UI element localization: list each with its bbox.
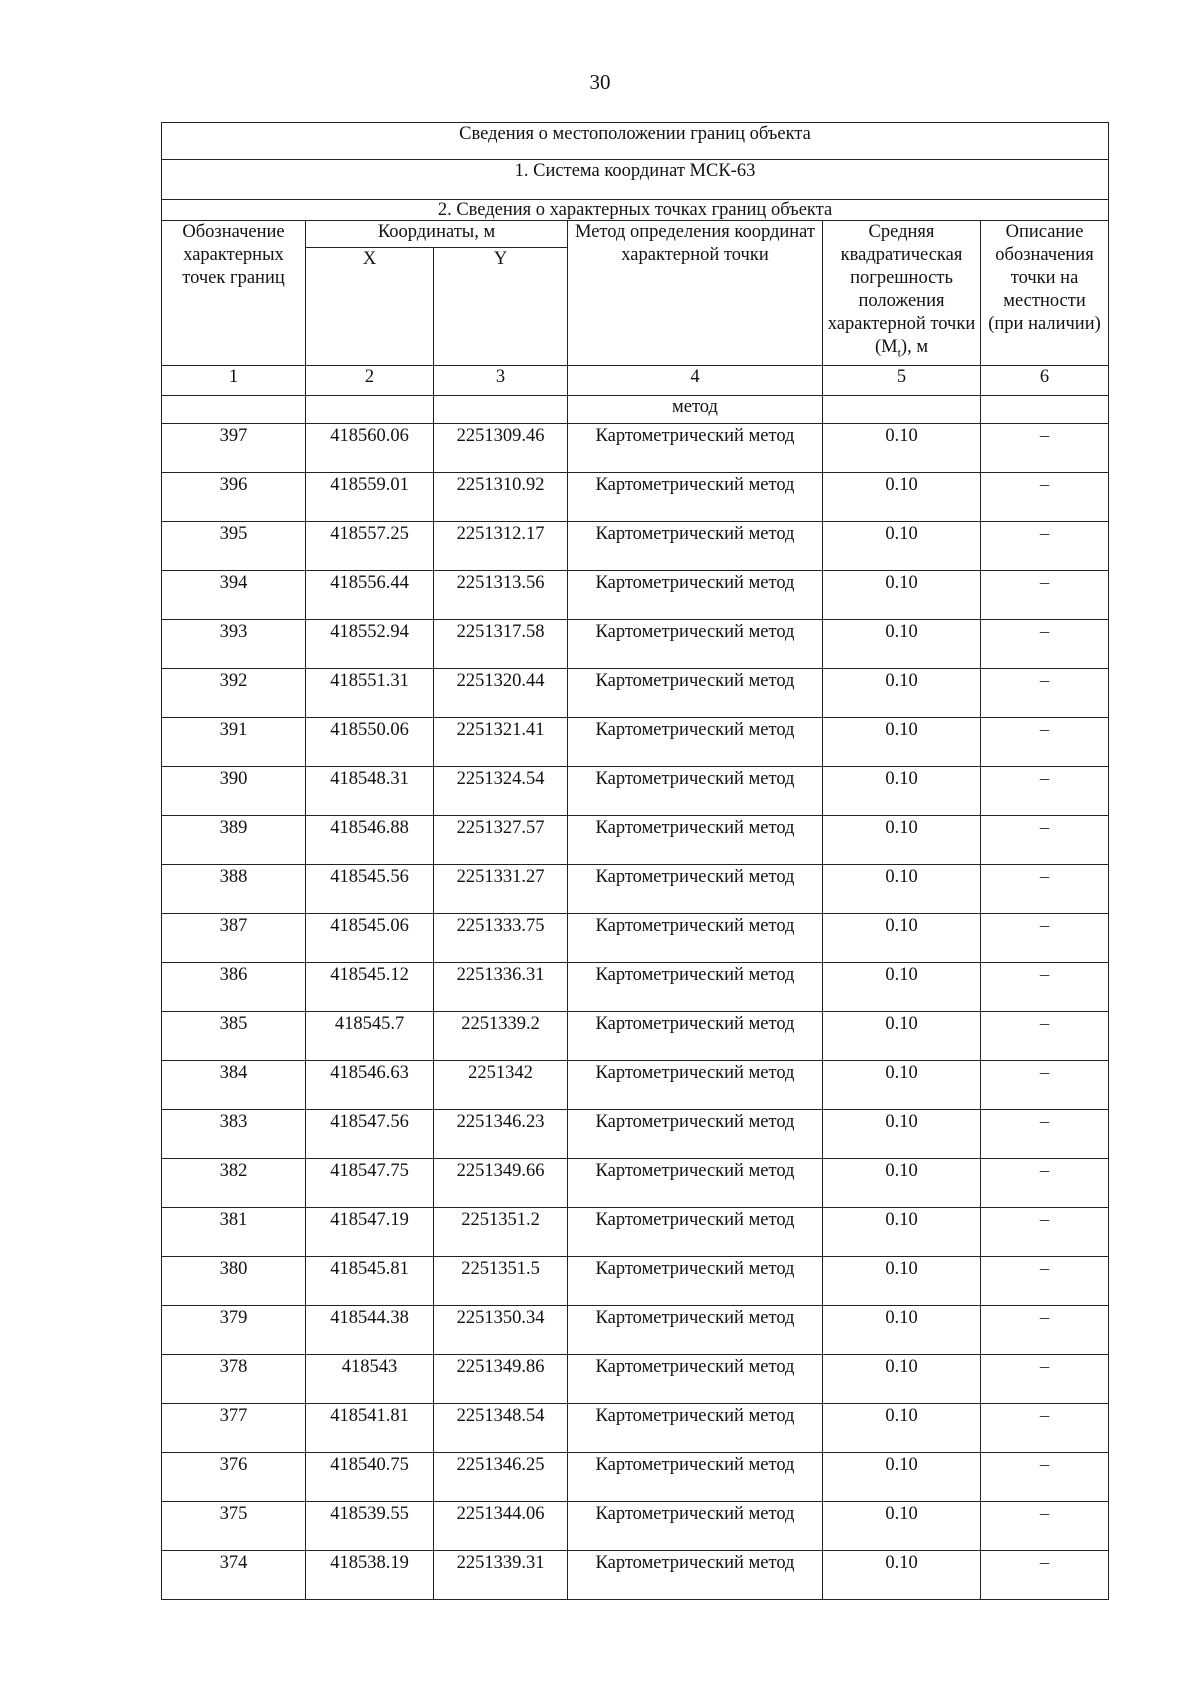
point-designation: 383 <box>162 1109 306 1158</box>
point-designation: 394 <box>162 570 306 619</box>
method-cell: Картометрический метод <box>568 1550 823 1599</box>
mean-error: 0.10 <box>823 1011 981 1060</box>
table-row <box>162 423 1109 472</box>
table-row <box>162 521 1109 570</box>
mean-error: 0.10 <box>823 521 981 570</box>
method-cell: Картометрический метод <box>568 1452 823 1501</box>
coordinate-x: 418546.63 <box>306 1060 434 1109</box>
mean-error: 0.10 <box>823 423 981 472</box>
coordinate-x: 418545.56 <box>306 864 434 913</box>
continuation-cell <box>306 395 434 423</box>
method-cell: Картометрический метод <box>568 570 823 619</box>
mean-error: 0.10 <box>823 570 981 619</box>
point-designation: 396 <box>162 472 306 521</box>
table-row <box>162 1109 1109 1158</box>
description-cell: – <box>981 1109 1109 1158</box>
coordinate-x: 418543 <box>306 1354 434 1403</box>
table-row <box>162 1403 1109 1452</box>
table-row <box>162 1256 1109 1305</box>
mean-error: 0.10 <box>823 1452 981 1501</box>
column-number: 6 <box>981 365 1109 395</box>
coordinate-x: 418545.06 <box>306 913 434 962</box>
point-designation: 386 <box>162 962 306 1011</box>
table-row <box>162 913 1109 962</box>
method-cell: Картометрический метод <box>568 423 823 472</box>
header-mean-error-text: Средняя квадратическая погрешность положения характерной точки (M <box>827 222 976 357</box>
table-row <box>162 766 1109 815</box>
coordinate-y: 2251331.27 <box>434 864 568 913</box>
coordinate-x: 418540.75 <box>306 1452 434 1501</box>
point-designation: 393 <box>162 619 306 668</box>
table-row <box>162 1207 1109 1256</box>
description-cell: – <box>981 1550 1109 1599</box>
point-designation: 390 <box>162 766 306 815</box>
description-cell: – <box>981 423 1109 472</box>
page-number: 30 <box>589 70 611 94</box>
coordinate-x: 418548.31 <box>306 766 434 815</box>
point-designation: 382 <box>162 1158 306 1207</box>
mean-error: 0.10 <box>823 472 981 521</box>
point-designation: 376 <box>162 1452 306 1501</box>
table-row <box>162 1354 1109 1403</box>
mean-error: 0.10 <box>823 1158 981 1207</box>
coordinate-y: 2251350.34 <box>434 1305 568 1354</box>
table-row <box>162 570 1109 619</box>
coordinate-y: 2251310.92 <box>434 472 568 521</box>
coordinate-x: 418547.19 <box>306 1207 434 1256</box>
point-designation: 391 <box>162 717 306 766</box>
coordinate-y: 2251339.2 <box>434 1011 568 1060</box>
description-cell: – <box>981 962 1109 1011</box>
method-cell: Картометрический метод <box>568 619 823 668</box>
coordinate-x: 418556.44 <box>306 570 434 619</box>
coordinate-x: 418544.38 <box>306 1305 434 1354</box>
coordinate-x: 418541.81 <box>306 1403 434 1452</box>
method-cell: Картометрический метод <box>568 1158 823 1207</box>
coordinate-y: 2251324.54 <box>434 766 568 815</box>
point-designation: 388 <box>162 864 306 913</box>
continuation-row <box>162 395 1109 423</box>
column-number: 3 <box>434 365 568 395</box>
method-cell: Картометрический метод <box>568 1207 823 1256</box>
section-heading-row <box>162 200 1109 221</box>
description-cell: – <box>981 1011 1109 1060</box>
coordinate-y: 2251321.41 <box>434 717 568 766</box>
description-cell: – <box>981 864 1109 913</box>
table-row <box>162 668 1109 717</box>
mean-error: 0.10 <box>823 619 981 668</box>
coordinate-system: 1. Система координат МСК-63 <box>162 160 1109 200</box>
header-description: Описание обозначения точки на местности (при наличии) <box>981 221 1109 366</box>
header-mean-error <box>823 221 981 366</box>
description-cell: – <box>981 1354 1109 1403</box>
method-cell: Картометрический метод <box>568 1501 823 1550</box>
method-cell: Картометрический метод <box>568 717 823 766</box>
mean-error: 0.10 <box>823 766 981 815</box>
continuation-cell <box>981 395 1109 423</box>
table-row <box>162 1011 1109 1060</box>
mean-error: 0.10 <box>823 1109 981 1158</box>
header-row-1 <box>162 221 1109 248</box>
coordinate-system-row <box>162 160 1109 200</box>
coordinate-x: 418545.12 <box>306 962 434 1011</box>
description-cell: – <box>981 668 1109 717</box>
mean-error: 0.10 <box>823 717 981 766</box>
point-designation: 397 <box>162 423 306 472</box>
coordinate-y: 2251312.17 <box>434 521 568 570</box>
boundary-points-table <box>161 122 1109 1600</box>
point-designation: 380 <box>162 1256 306 1305</box>
header-mean-error-unit: ), м <box>900 337 929 357</box>
method-cell: Картометрический метод <box>568 1256 823 1305</box>
coordinate-x: 418551.31 <box>306 668 434 717</box>
coordinate-y: 2251348.54 <box>434 1403 568 1452</box>
mean-error: 0.10 <box>823 1403 981 1452</box>
coordinate-y: 2251317.58 <box>434 619 568 668</box>
coordinate-y: 2251346.25 <box>434 1452 568 1501</box>
description-cell: – <box>981 815 1109 864</box>
coordinate-y: 2251351.2 <box>434 1207 568 1256</box>
table-row <box>162 1550 1109 1599</box>
header-point-designation: Обозначение характерных точек границ <box>162 221 306 366</box>
point-designation: 381 <box>162 1207 306 1256</box>
table-row <box>162 1158 1109 1207</box>
coordinate-x: 418550.06 <box>306 717 434 766</box>
coordinate-x: 418559.01 <box>306 472 434 521</box>
header-coordinates: Координаты, м <box>306 221 568 248</box>
table-row <box>162 864 1109 913</box>
mean-error: 0.10 <box>823 668 981 717</box>
coordinate-y: 2251333.75 <box>434 913 568 962</box>
method-cell: Картометрический метод <box>568 1060 823 1109</box>
method-cell: Картометрический метод <box>568 864 823 913</box>
header-x: X <box>306 248 434 366</box>
header-y: Y <box>434 248 568 366</box>
mean-error: 0.10 <box>823 1207 981 1256</box>
description-cell: – <box>981 1501 1109 1550</box>
mean-error: 0.10 <box>823 1501 981 1550</box>
description-cell: – <box>981 1060 1109 1109</box>
table-row <box>162 1452 1109 1501</box>
point-designation: 379 <box>162 1305 306 1354</box>
point-designation: 392 <box>162 668 306 717</box>
mean-error: 0.10 <box>823 864 981 913</box>
description-cell: – <box>981 570 1109 619</box>
mean-error: 0.10 <box>823 1256 981 1305</box>
point-designation: 389 <box>162 815 306 864</box>
method-cell: Картометрический метод <box>568 815 823 864</box>
table-row <box>162 472 1109 521</box>
column-number: 5 <box>823 365 981 395</box>
method-cell: Картометрический метод <box>568 1109 823 1158</box>
mean-error: 0.10 <box>823 962 981 1011</box>
coordinate-x: 418545.81 <box>306 1256 434 1305</box>
coordinate-x: 418557.25 <box>306 521 434 570</box>
coordinate-x: 418552.94 <box>306 619 434 668</box>
coordinate-x: 418547.56 <box>306 1109 434 1158</box>
header-method: Метод определения координат характерной точки <box>568 221 823 366</box>
method-cell: Картометрический метод <box>568 1403 823 1452</box>
coordinate-y: 2251349.66 <box>434 1158 568 1207</box>
mean-error: 0.10 <box>823 1305 981 1354</box>
coordinate-x: 418546.88 <box>306 815 434 864</box>
table-row <box>162 717 1109 766</box>
method-cell: Картометрический метод <box>568 668 823 717</box>
table-row <box>162 1501 1109 1550</box>
column-number: 4 <box>568 365 823 395</box>
table-row <box>162 1305 1109 1354</box>
coordinate-y: 2251336.31 <box>434 962 568 1011</box>
column-number: 2 <box>306 365 434 395</box>
coordinate-x: 418547.75 <box>306 1158 434 1207</box>
method-cell: Картометрический метод <box>568 913 823 962</box>
description-cell: – <box>981 1305 1109 1354</box>
coordinate-y: 2251313.56 <box>434 570 568 619</box>
point-designation: 375 <box>162 1501 306 1550</box>
description-cell: – <box>981 1207 1109 1256</box>
coordinate-x: 418560.06 <box>306 423 434 472</box>
continuation-cell <box>823 395 981 423</box>
description-cell: – <box>981 472 1109 521</box>
coordinate-y: 2251342 <box>434 1060 568 1109</box>
description-cell: – <box>981 913 1109 962</box>
description-cell: – <box>981 521 1109 570</box>
mean-error: 0.10 <box>823 1550 981 1599</box>
method-cell: Картометрический метод <box>568 472 823 521</box>
method-cell: Картометрический метод <box>568 1305 823 1354</box>
table-title: Сведения о местоположении границ объекта <box>162 123 1109 160</box>
coordinate-y: 2251309.46 <box>434 423 568 472</box>
coordinate-y: 2251349.86 <box>434 1354 568 1403</box>
description-cell: – <box>981 1256 1109 1305</box>
mean-error: 0.10 <box>823 913 981 962</box>
coordinate-y: 2251320.44 <box>434 668 568 717</box>
mean-error: 0.10 <box>823 1060 981 1109</box>
point-designation: 387 <box>162 913 306 962</box>
description-cell: – <box>981 717 1109 766</box>
point-designation: 395 <box>162 521 306 570</box>
method-cell: Картометрический метод <box>568 962 823 1011</box>
column-numbers-row <box>162 365 1109 395</box>
coordinate-y: 2251346.23 <box>434 1109 568 1158</box>
table-row <box>162 619 1109 668</box>
point-designation: 384 <box>162 1060 306 1109</box>
coordinate-y: 2251344.06 <box>434 1501 568 1550</box>
coordinate-x: 418539.55 <box>306 1501 434 1550</box>
coordinate-x: 418545.7 <box>306 1011 434 1060</box>
description-cell: – <box>981 619 1109 668</box>
point-designation: 377 <box>162 1403 306 1452</box>
table-row <box>162 815 1109 864</box>
continuation-method: метод <box>568 395 823 423</box>
mean-error: 0.10 <box>823 1354 981 1403</box>
description-cell: – <box>981 1158 1109 1207</box>
description-cell: – <box>981 1403 1109 1452</box>
mean-error: 0.10 <box>823 815 981 864</box>
coordinate-y: 2251327.57 <box>434 815 568 864</box>
table-row <box>162 1060 1109 1109</box>
header-mean-error-subscript: t <box>897 345 901 360</box>
point-designation: 374 <box>162 1550 306 1599</box>
point-designation: 385 <box>162 1011 306 1060</box>
method-cell: Картометрический метод <box>568 1011 823 1060</box>
description-cell: – <box>981 1452 1109 1501</box>
method-cell: Картометрический метод <box>568 1354 823 1403</box>
table-title-row <box>162 123 1109 160</box>
point-designation: 378 <box>162 1354 306 1403</box>
column-number: 1 <box>162 365 306 395</box>
section-heading: 2. Сведения о характерных точках границ объекта <box>162 200 1109 221</box>
description-cell: – <box>981 766 1109 815</box>
method-cell: Картометрический метод <box>568 521 823 570</box>
continuation-cell <box>162 395 306 423</box>
coordinate-x: 418538.19 <box>306 1550 434 1599</box>
table-row <box>162 962 1109 1011</box>
coordinate-y: 2251339.31 <box>434 1550 568 1599</box>
continuation-cell <box>434 395 568 423</box>
method-cell: Картометрический метод <box>568 766 823 815</box>
coordinate-y: 2251351.5 <box>434 1256 568 1305</box>
